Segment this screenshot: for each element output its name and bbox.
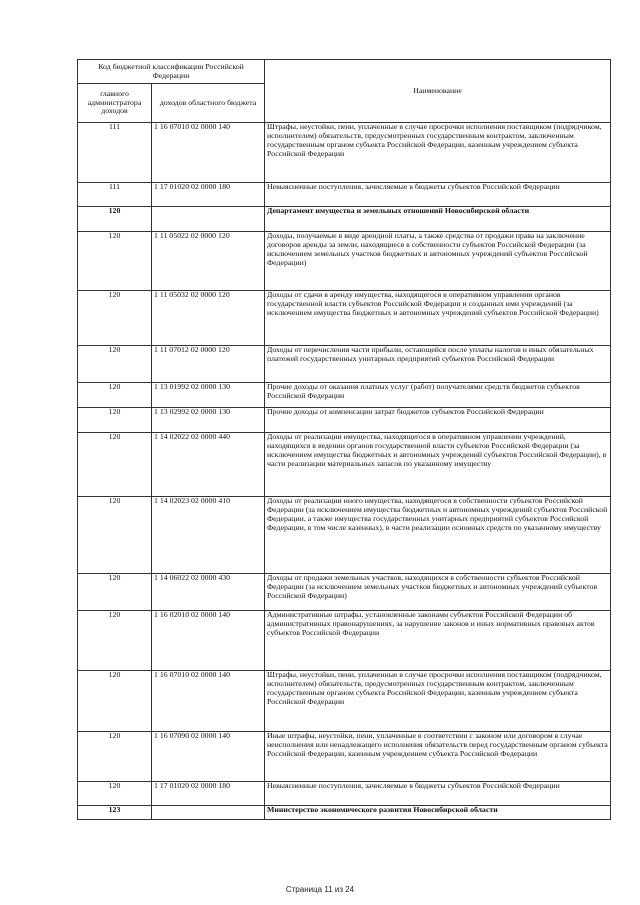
administrator-code-cell: 120 — [78, 497, 152, 574]
income-code-cell: 1 11 07012 02 0000 120 — [152, 346, 265, 383]
income-code-cell: 1 16 07090 02 0000 140 — [152, 732, 265, 782]
administrator-code-cell: 120 — [78, 671, 152, 732]
table-row — [78, 123, 611, 183]
administrator-code-cell: 120 — [78, 611, 152, 671]
name-cell: Доходы от реализации имущества, находящегося в оперативном управлении учреждений, находящихся в ведении органов государственной власти субъектов Российской Федерации (за исключением имущества бюджетных и автономных учреждений субъектов Российской Федерации), в части реализации материальных запасов по указанному имуществу — [265, 433, 611, 497]
name-cell: Прочие доходы от оказания платных услуг (работ) получателями средств бюджетов субъектов Российской Федерации — [265, 383, 611, 408]
name-cell: Прочие доходы от компенсации затрат бюджетов субъектов Российской Федерации — [265, 408, 611, 433]
table-row — [78, 408, 611, 433]
header-classification-code: Код бюджетной классификации Российской Федерации — [78, 60, 265, 84]
header-administrator: главного администратора доходов — [78, 84, 152, 123]
administrator-code-cell: 120 — [78, 732, 152, 782]
table-row — [78, 207, 611, 232]
table-row — [78, 383, 611, 408]
administrator-code-cell: 120 — [78, 383, 152, 408]
table-row — [78, 806, 611, 820]
table-row — [78, 782, 611, 806]
income-code-cell: 1 14 06022 02 0000 430 — [152, 574, 265, 611]
income-code-cell: 1 16 07010 02 0000 140 — [152, 671, 265, 732]
name-cell: Доходы от перечисления части прибыли, остающейся после уплаты налогов и иных обязательных платежей государственных унитарных предприятий субъектов Российской Федерации — [265, 346, 611, 383]
income-code-cell: 1 13 01992 02 0000 130 — [152, 383, 265, 408]
name-cell: Департамент имущества и земельных отношений Новосибирской области — [265, 207, 611, 232]
header-income-code: доходов областного бюджета — [152, 84, 265, 123]
table-row — [78, 574, 611, 611]
name-cell: Доходы от сдачи в аренду имущества, находящегося в оперативном управлении органов государственной власти субъектов Российской Федерации и созданных ими учреждений (за исключением имущества бюджетных и автономных учреждений субъектов Российской Федерации) — [265, 291, 611, 346]
table-row — [78, 611, 611, 671]
table-row — [78, 183, 611, 207]
income-code-cell: 1 13 02992 02 0000 130 — [152, 408, 265, 433]
table-row — [78, 291, 611, 346]
name-cell: Штрафы, неустойки, пени, уплаченные в случае просрочки исполнения поставщиком (подрядчиком, исполнителем) обязательств, предусмотренных государственным контрактом, заключенным государственным органом субъекта Российской Федерации, казенным учреждением субъекта Российской Федерации — [265, 123, 611, 183]
table-row — [78, 346, 611, 383]
name-cell: Доходы от продажи земельных участков, находящихся в собственности субъектов Российской Федерации (за исключением земельных участков бюджетных и автономных учреждений субъектов Российской Федерации) — [265, 574, 611, 611]
administrator-code-cell: 120 — [78, 291, 152, 346]
page-footer: Страница 11 из 24 — [285, 885, 355, 894]
name-cell: Невыясненные поступления, зачисляемые в бюджеты субъектов Российской Федерации — [265, 183, 611, 207]
name-cell: Иные штрафы, неустойки, пени, уплаченные в соответствии с законом или договором в случае неисполнения или ненадлежащего исполнения обязательств перед государственным органом субъекта Российской Федерации, казенным учреждением субъекта Российской Федерации — [265, 732, 611, 782]
administrator-code-cell: 120 — [78, 574, 152, 611]
income-code-cell: 1 14 02023 02 0000 410 — [152, 497, 265, 574]
name-cell: Административные штрафы, установленные законами субъектов Российской Федерации об административных правонарушениях, за нарушение законов и иных нормативных правовых актов субъектов Российской Федерации — [265, 611, 611, 671]
administrator-code-cell: 120 — [78, 782, 152, 806]
budget-classification-table — [77, 59, 611, 820]
header-name: Наименование — [265, 60, 611, 123]
administrator-code-cell: 123 — [78, 806, 152, 820]
income-code-cell: 1 17 01020 02 0000 180 — [152, 782, 265, 806]
income-code-cell: 1 16 02010 02 0000 140 — [152, 611, 265, 671]
administrator-code-cell: 120 — [78, 232, 152, 291]
income-code-cell — [152, 207, 265, 232]
administrator-code-cell: 120 — [78, 207, 152, 232]
table-row — [78, 732, 611, 782]
income-code-cell: 1 11 05032 02 0000 120 — [152, 291, 265, 346]
table-row — [78, 232, 611, 291]
income-code-cell: 1 11 05022 02 0000 120 — [152, 232, 265, 291]
administrator-code-cell: 120 — [78, 408, 152, 433]
administrator-code-cell: 120 — [78, 346, 152, 383]
name-cell: Министерство экономического развития Новосибирской области — [265, 806, 611, 820]
income-code-cell — [152, 806, 265, 820]
income-code-cell: 1 16 07010 02 0000 140 — [152, 123, 265, 183]
administrator-code-cell: 111 — [78, 183, 152, 207]
table-row — [78, 671, 611, 732]
name-cell: Доходы от реализации иного имущества, находящегося в собственности субъектов Российской Федерации (за исключением имущества бюджетных и автономных учреждений субъектов Российской Федерации, а также имущества государственных унитарных предприятий субъектов Российской Федерации, в том числе казенных), в части реализации основных средств по указанному имуществу — [265, 497, 611, 574]
name-cell: Штрафы, неустойки, пени, уплаченные в случае просрочки исполнения поставщиком (подрядчиком, исполнителем) обязательств, предусмотренных государственным контрактом, заключенным государственным органом субъекта Российской Федерации, казенным учреждением субъекта Российской Федерации — [265, 671, 611, 732]
administrator-code-cell: 120 — [78, 433, 152, 497]
table-row — [78, 433, 611, 497]
income-code-cell: 1 17 01020 02 0000 180 — [152, 183, 265, 207]
name-cell: Доходы, получаемые в виде арендной платы, а также средства от продажи права на заключение договоров аренды за земли, находящиеся в собственности субъектов Российской Федерации (за исключением земельных участков бюджетных и автономных учреждений субъектов Российской Федерации) — [265, 232, 611, 291]
table-row — [78, 497, 611, 574]
income-code-cell: 1 14 02022 02 0000 440 — [152, 433, 265, 497]
administrator-code-cell: 111 — [78, 123, 152, 183]
name-cell: Невыясненные поступления, зачисляемые в бюджеты субъектов Российской Федерации — [265, 782, 611, 806]
